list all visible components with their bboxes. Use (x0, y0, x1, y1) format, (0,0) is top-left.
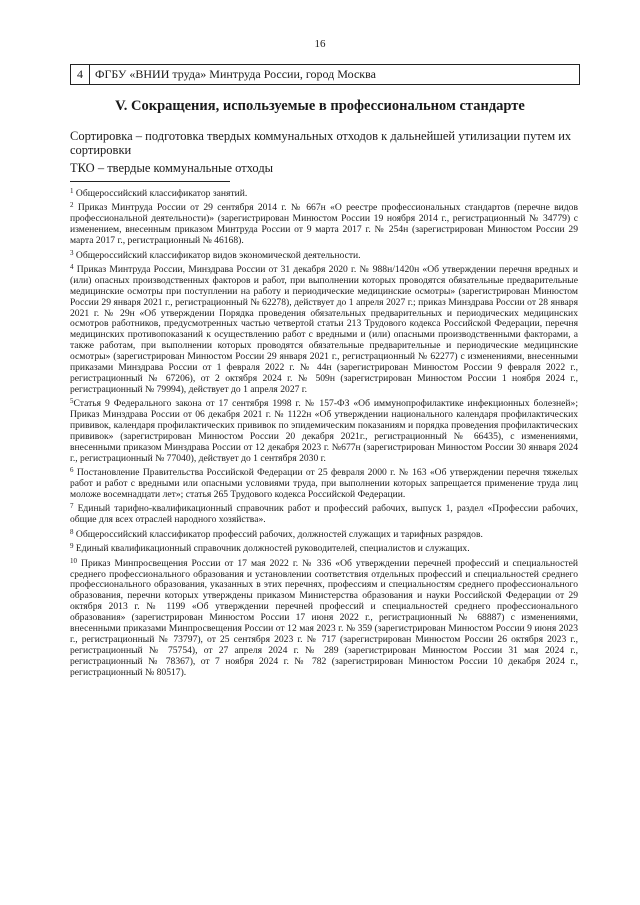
footnote-number: 1 (70, 187, 74, 195)
footnote (70, 556, 578, 679)
footnote-separator (70, 181, 230, 182)
footnote (70, 396, 578, 464)
footnote-number: 8 (70, 527, 74, 536)
footnote (70, 262, 578, 396)
footnote-text: Приказ Минпросвещения России от 17 мая 2022 г. № 336 «Об утверждении перечней профессий и специальностей среднего профессионального образования и установлении соответствия отдельных профессий и специальностей среднего профессионального образования, указанных в этих перечнях, профессиям и специальностям среднего профессионального образования, перечни которых утверждены приказом Министерства образования и науки Российской Федерации от 29 октября 2013 г. № 1199 «Об утверждении перечней профессий и специальностей среднего профессионального образования» (зарегистрирован Минюстом России 17 июня 2022 г., регистрационный № 68887) с изменениями, внесенными приказами Минпросвещения России от 12 мая 2023 г. № 359 (зарегистрирован Минюстом России 9 июня 2023 г., регистрационный № 73797), от 25 сентября 2023 г. № 717 (зарегистрирован Минюстом России 26 октября 2023 г., регистрационный № 75754), от 27 апреля 2024 г. № 289 (зарегистрирован Минюстом России 31 мая 2024 г., регистрационный № 78367), от 7 ноября 2024 г. № 782 (зарегистрирован Минюстом России 10 декабря 2024 г., регистрационный № 80517). (70, 557, 578, 678)
footnote-text: Общероссийский классификатор профессий рабочих, должностей служащих и тарифных разрядов. (75, 528, 483, 540)
footnote-number: 2 (70, 201, 74, 210)
footnote (70, 200, 578, 247)
footnote-number: 10 (70, 556, 77, 565)
footnote (70, 186, 578, 200)
footnote-text: Единый квалификационный справочник должностей руководителей, специалистов и служащих. (75, 543, 470, 555)
page-number: 16 (314, 38, 326, 50)
footnote-number: 7 (70, 502, 74, 511)
footnote-text: Приказ Минтруда России, Минздрава России от 31 декабря 2020 г. № 988н/1420н «Об утверждении перечня вредных и (или) опасных производственных факторов и работ, при выполнении которых проводятся обязательные предварительные медицинские осмотры при поступлении на работу и периодические медицинские осмотры» (зарегистрирован Минюстом России 29 января 2021 г., регистрационный № 62278), действует до 1 апреля 2027 г.; приказ Минздрава России от 28 января 2021 г. № 29н «Об утверждении Порядка проведения обязательных предварительных и периодических медицинских осмотров работников, предусмотренных частью четвертой статьи 213 Трудового кодекса Российской Федерации, перечня медицинских противопоказаний к осуществлению работ с вредными и (или) опасными производственными факторами, а также работам, при выполнении которых проводятся обязательные предварительные и периодические медицинские осмотры» (зарегистрирован Минюстом России 29 января 2021 г., регистрационный № 62277) с изменениями, внесенными приказами Минздрава России от 1 февраля 2022 г. № 44н (зарегистрирован Минюстом России 9 февраля 2022 г., регистрационный № 67206), от 2 октября 2024 г. № 509н (зарегистрирован Минюстом России 1 ноября 2024 г., регистрационный № 79994), действует до 1 апреля 2027 г. (70, 263, 578, 395)
footnote (70, 501, 578, 526)
table-row-number: 4 (71, 65, 90, 84)
footnote-number: 6 (70, 466, 74, 475)
footnote (70, 527, 578, 541)
organization-name: ФГБУ «ВНИИ труда» Минтруда России, город Москва (95, 67, 376, 81)
section-title: V. Сокращения, используемые в профессиональном стандарте (115, 98, 525, 114)
footnote-number: 5 (70, 397, 74, 406)
footnotes-block (70, 186, 578, 679)
footnote-text: Постановление Правительства Российской Федерации от 25 февраля 2000 г. № 163 «Об утверждении перечня тяжелых работ и работ с вредными или опасными условиями труда, при выполнении которых запрещается применение труда лиц моложе восемнадцати лет»; статья 265 Трудового кодекса Российской Федерации. (70, 467, 578, 501)
footnote-number: 9 (70, 542, 74, 551)
developer-organization-table (70, 64, 580, 85)
footnote-number: 4 (70, 262, 74, 271)
abbreviation-tko: ТКО – твердые коммунальные отходы (70, 161, 274, 175)
footnote-text: Общероссийский классификатор видов экономической деятельности. (75, 249, 361, 261)
footnote-text: Приказ Минтруда России от 29 сентября 2014 г. № 667н «О реестре профессиональных стандартов (перечне видов профессиональной деятельности)» (зарегистрирован Минюстом России 19 ноября 2014 г., регистрационный № 34779) с изменением, внесенным приказом Минтруда России от 9 марта 2017 г. № 254н (зарегистрирован Минюстом России 29 марта 2017 г., регистрационный № 46168). (70, 202, 578, 247)
abbreviation-sorting: Сортировка – подготовка твердых коммунальных отходов к дальнейшей утилизации путем их сортировки (70, 129, 572, 157)
footnote-text: Единый тарифно-квалификационный справочник работ и профессий рабочих, выпуск 1, раздел «Профессии рабочих, общие для всех отраслей народного хозяйства». (70, 503, 578, 526)
footnote (70, 465, 578, 501)
footnote-text: Общероссийский классификатор занятий. (75, 188, 248, 199)
footnote-text: Статья 9 Федерального закона от 17 сентября 1998 г. № 157-ФЗ «Об иммунопрофилактике инфекционных болезней»; Приказ Минздрава России от 06 декабря 2021 г. № 1122н «Об утверждении национального календаря профилактических прививок, календаря профилактических прививок по эпидемическим показаниям и порядка проведения профилактических прививок» (зарегистрирован Минюстом России 20 декабря 2021г., регистрационный № 66435), с изменениями, внесенными приказом Минздрава России от 12 декабря 2023 г. №677н (зарегистрирован Минюстом России 30 января 2024 г., регистрационный № 77040), действует до 1 сентября 2030 г. (70, 398, 578, 464)
footnote-number: 3 (70, 248, 74, 257)
footnote (70, 541, 578, 555)
footnote (70, 248, 578, 262)
